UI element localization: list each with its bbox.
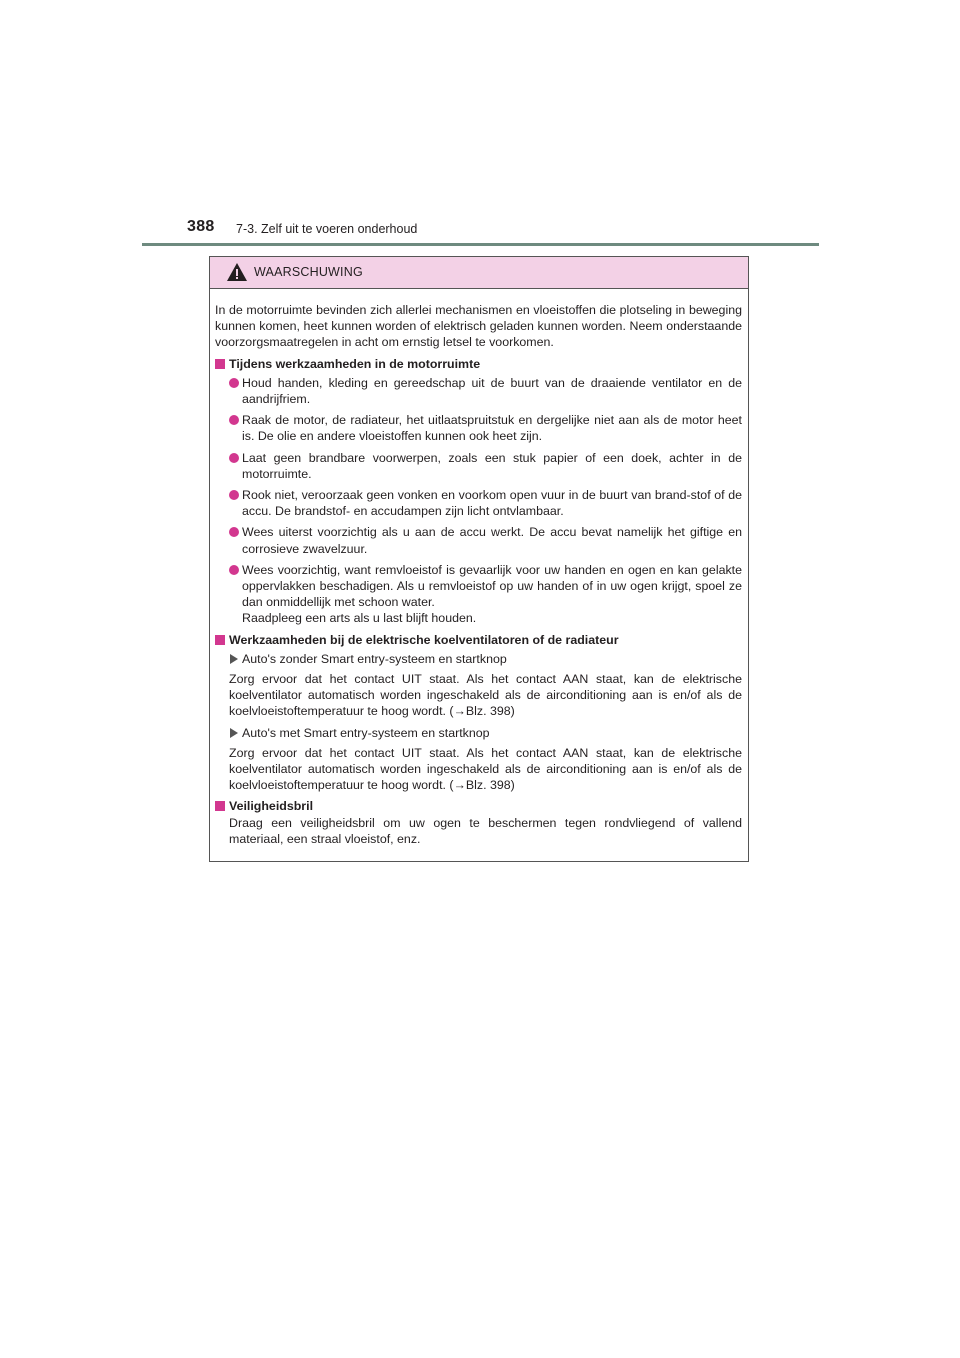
round-bullet-icon <box>229 527 239 537</box>
round-bullet-icon <box>229 415 239 425</box>
arrow-right-icon <box>230 654 238 664</box>
round-bullet-icon <box>229 490 239 500</box>
list-item: Rook niet, veroorzaak geen vonken en voorkom open vuur in de buurt van brand-stof of de accu. De brandstof- en accudampen zijn licht ontvlambaar. <box>215 487 742 519</box>
variant-text-without-smart-entry: Zorg ervoor dat het contact UIT staat. Als het contact AAN staat, kan de elektrische koelventilator automatisch worden ingeschakeld als de airconditioning aan is en/of als de koelvloeistoftemperatuur te hoog wordt. (→Blz. 398) <box>229 672 742 719</box>
list-item: Wees uiterst voorzichtig als u aan de accu werkt. De accu bevat namelijk het giftige en corrosieve zwavelzuur. <box>215 524 742 556</box>
section-heading-cooling-fans: Werkzaamheden bij de elektrische koelventilatoren of de radiateur <box>215 632 742 648</box>
square-bullet-icon <box>215 801 225 811</box>
warning-triangle-icon <box>226 262 248 282</box>
warning-box <box>209 256 749 862</box>
list-item: Houd handen, kleding en gereedschap uit de buurt van de draaiende ventilator en de aandrijfriem. <box>215 375 742 407</box>
section-heading-engine-bay: Tijdens werkzaamheden in de motorruimte <box>215 356 742 372</box>
safety-glasses-text: Draag een veiligheidsbril om uw ogen te beschermen tegen rondvliegend of vallend materiaal, een straal vloeistof, enz. <box>229 815 742 846</box>
warning-title: WAARSCHUWING <box>254 265 363 279</box>
arrow-right-icon <box>230 728 238 738</box>
round-bullet-icon <box>229 565 239 575</box>
page-header <box>0 0 960 250</box>
round-bullet-icon <box>229 378 239 388</box>
variant-label-without-smart-entry: Auto's zonder Smart entry-systeem en startknop <box>215 651 742 667</box>
warning-intro: In de motorruimte bevinden zich allerlei mechanismen en vloeistoffen die plotseling in beweging kunnen komen, heet kunnen worden of elektrisch geladen kunnen worden. Neem onderstaande voorzorgsmaatregelen in acht om ernstig letsel te voorkomen. <box>215 303 742 350</box>
list-item: Raak de motor, de radiateur, het uitlaatspruitstuk en dergelijke niet aan als de motor heet is. De olie en andere vloeistoffen kunnen ook heet zijn. <box>215 412 742 444</box>
warning-header <box>210 257 748 289</box>
list-item: Wees voorzichtig, want remvloeistof is gevaarlijk voor uw handen en ogen en kan gelakte oppervlakken beschadigen. Als u remvloeistof op uw handen of in uw ogen krijgt, spoel ze dan onmiddellijk met schoon water. <box>215 562 742 611</box>
variant-label-with-smart-entry: Auto's met Smart entry-systeem en startknop <box>215 725 742 741</box>
section-title: 7-3. Zelf uit te voeren onderhoud <box>236 222 418 236</box>
round-bullet-icon <box>229 453 239 463</box>
list-item: Laat geen brandbare voorwerpen, zoals een stuk papier of een doek, achter in de motorruimte. <box>215 450 742 482</box>
square-bullet-icon <box>215 359 225 369</box>
header-rule <box>142 243 819 246</box>
list-item-continuation: Raadpleeg een arts als u last blijft houden. <box>242 611 477 626</box>
page-number: 388 <box>187 218 215 235</box>
square-bullet-icon <box>215 635 225 645</box>
variant-text-with-smart-entry: Zorg ervoor dat het contact UIT staat. Als het contact AAN staat, kan de elektrische koelventilator automatisch worden ingeschakeld als de airconditioning aan is en/of als de koelvloeistoftemperatuur te hoog wordt. (→Blz. 398) <box>229 745 742 793</box>
warning-body <box>210 289 748 847</box>
section-heading-safety-glasses: Veiligheidsbril <box>215 798 742 814</box>
